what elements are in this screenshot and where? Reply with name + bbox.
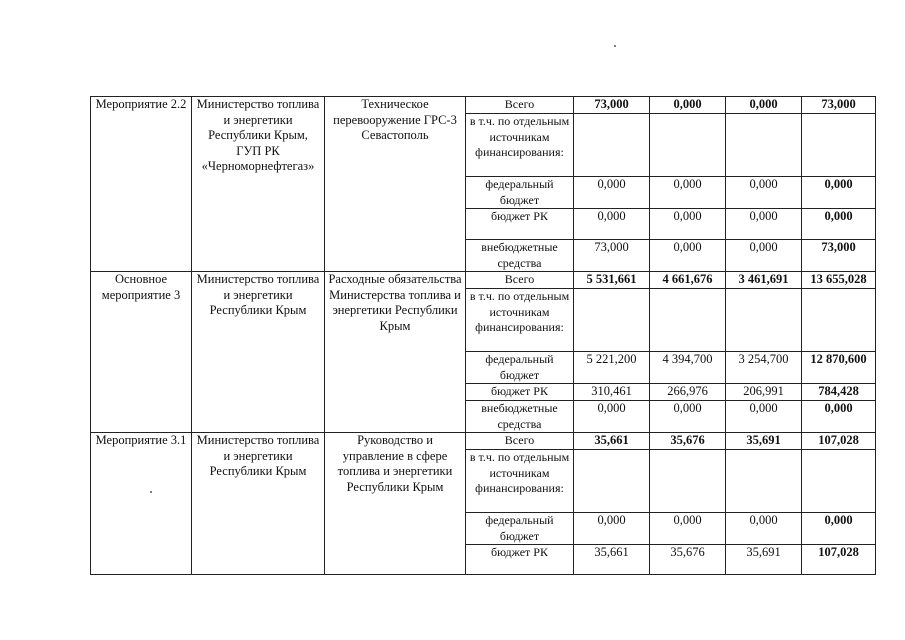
executor-cell: Министерство топлива и энергетики Республики Крым bbox=[192, 272, 325, 433]
executor-cell: Министерство топлива и энергетики Республики Крым bbox=[192, 433, 325, 575]
activity-cell: Основное мероприятие 3 bbox=[91, 272, 192, 433]
year-value-cell: 0,000 bbox=[726, 209, 802, 240]
year-value-cell: 0,000 bbox=[650, 97, 726, 114]
year-value-cell: 3 254,700 bbox=[726, 352, 802, 384]
year-value-cell: 35,676 bbox=[650, 545, 726, 575]
funding-source-label: в т.ч. по отдельным источникам финансирования: bbox=[466, 450, 574, 513]
year-value-cell: 0,000 bbox=[574, 177, 650, 209]
funding-source-label: внебюджетные средства bbox=[466, 401, 574, 433]
activity-cell: Мероприятие 3.1 bbox=[91, 433, 192, 575]
year-value-cell: 0,000 bbox=[726, 240, 802, 272]
year-value-cell: 0,000 bbox=[574, 209, 650, 240]
year-value-cell: 310,461 bbox=[574, 384, 650, 401]
year-value-cell: 35,691 bbox=[726, 545, 802, 575]
year-value-cell: 35,661 bbox=[574, 545, 650, 575]
total-value-cell: 0,000 bbox=[802, 513, 876, 545]
table-row bbox=[91, 97, 876, 114]
year-value-cell: 35,676 bbox=[650, 433, 726, 450]
executor-cell: Министерство топлива и энергетики Республики Крым, ГУП РК «Черноморнефтегаз» bbox=[192, 97, 325, 272]
total-value-cell: 12 870,600 bbox=[802, 352, 876, 384]
total-value-cell bbox=[802, 114, 876, 177]
year-value-cell: 206,991 bbox=[726, 384, 802, 401]
year-value-cell: 0,000 bbox=[650, 240, 726, 272]
funding-source-label: внебюджетные средства bbox=[466, 240, 574, 272]
total-value-cell: 107,028 bbox=[802, 433, 876, 450]
year-value-cell bbox=[650, 114, 726, 177]
funding-source-label: бюджет РК bbox=[466, 384, 574, 401]
year-value-cell: 5 221,200 bbox=[574, 352, 650, 384]
year-value-cell: 0,000 bbox=[650, 209, 726, 240]
table-row bbox=[91, 433, 876, 450]
year-value-cell: 35,661 bbox=[574, 433, 650, 450]
year-value-cell bbox=[574, 450, 650, 513]
total-value-cell bbox=[802, 289, 876, 352]
funding-source-label: Всего bbox=[466, 97, 574, 114]
total-value-cell: 13 655,028 bbox=[802, 272, 876, 289]
total-value-cell bbox=[802, 450, 876, 513]
year-value-cell: 0,000 bbox=[726, 97, 802, 114]
total-value-cell: 73,000 bbox=[802, 240, 876, 272]
year-value-cell: 0,000 bbox=[650, 177, 726, 209]
funding-source-label: в т.ч. по отдельным источникам финансирования: bbox=[466, 289, 574, 352]
year-value-cell: 0,000 bbox=[574, 401, 650, 433]
year-value-cell bbox=[726, 289, 802, 352]
year-value-cell bbox=[650, 450, 726, 513]
funding-source-label: федеральный бюджет bbox=[466, 513, 574, 545]
activity-name-cell: Техническое перевооружение ГРС-3 Севастополь bbox=[325, 97, 466, 272]
year-value-cell: 4 661,676 bbox=[650, 272, 726, 289]
table-row bbox=[91, 272, 876, 289]
year-value-cell bbox=[574, 289, 650, 352]
year-value-cell: 266,976 bbox=[650, 384, 726, 401]
total-value-cell: 0,000 bbox=[802, 177, 876, 209]
year-value-cell: 0,000 bbox=[650, 513, 726, 545]
funding-table bbox=[90, 96, 876, 575]
total-value-cell: 73,000 bbox=[802, 97, 876, 114]
funding-source-label: бюджет РК bbox=[466, 545, 574, 575]
funding-source-label: Всего bbox=[466, 433, 574, 450]
activity-name-cell: Руководство и управление в сфере топлива и энергетики Республики Крым bbox=[325, 433, 466, 575]
total-value-cell: 0,000 bbox=[802, 401, 876, 433]
activity-name-cell: Расходные обязательства Министерства топлива и энергетики Республики Крым bbox=[325, 272, 466, 433]
year-value-cell bbox=[574, 114, 650, 177]
funding-source-label: федеральный бюджет bbox=[466, 177, 574, 209]
activity-cell: Мероприятие 2.2 bbox=[91, 97, 192, 272]
year-value-cell: 5 531,661 bbox=[574, 272, 650, 289]
year-value-cell: 0,000 bbox=[726, 177, 802, 209]
year-value-cell: 35,691 bbox=[726, 433, 802, 450]
year-value-cell: 0,000 bbox=[650, 401, 726, 433]
scan-speck bbox=[150, 491, 152, 493]
funding-source-label: в т.ч. по отдельным источникам финансирования: bbox=[466, 114, 574, 177]
funding-source-label: Всего bbox=[466, 272, 574, 289]
year-value-cell bbox=[650, 289, 726, 352]
funding-source-label: бюджет РК bbox=[466, 209, 574, 240]
year-value-cell: 0,000 bbox=[726, 513, 802, 545]
total-value-cell: 784,428 bbox=[802, 384, 876, 401]
year-value-cell: 4 394,700 bbox=[650, 352, 726, 384]
year-value-cell: 73,000 bbox=[574, 97, 650, 114]
year-value-cell: 73,000 bbox=[574, 240, 650, 272]
year-value-cell: 0,000 bbox=[726, 401, 802, 433]
year-value-cell: 3 461,691 bbox=[726, 272, 802, 289]
total-value-cell: 107,028 bbox=[802, 545, 876, 575]
funding-source-label: федеральный бюджет bbox=[466, 352, 574, 384]
year-value-cell bbox=[726, 450, 802, 513]
scan-speck bbox=[614, 45, 616, 47]
year-value-cell bbox=[726, 114, 802, 177]
year-value-cell: 0,000 bbox=[574, 513, 650, 545]
total-value-cell: 0,000 bbox=[802, 209, 876, 240]
funding-table-body bbox=[91, 97, 876, 575]
